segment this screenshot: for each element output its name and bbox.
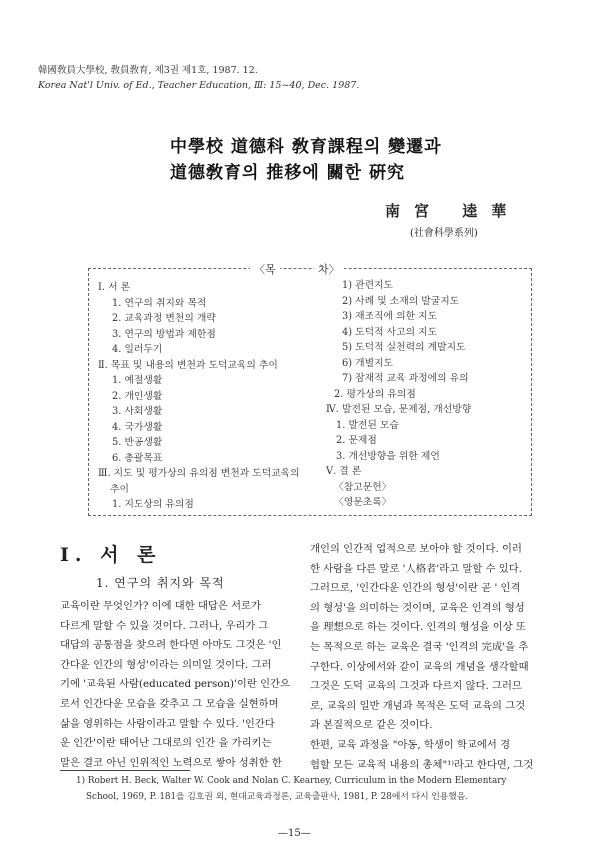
- body-line: 그러므로, '인간다운 인간의 형성'이란 곧 ' 인격: [310, 582, 521, 595]
- toc-item: 3. 연구의 방법과 제한점: [112, 328, 216, 340]
- body-line: 기에 '교육된 사람(educated person)'이란 인간으: [60, 678, 290, 691]
- body-line: 다르게 말할 수 있을 것이다. 그러나, 우리가 그: [60, 619, 269, 632]
- toc-item: 7) 잠재적 교육 과정에의 유의: [342, 373, 469, 384]
- body-left-column: [60, 597, 290, 773]
- body-line: 의 형성'을 의미하는 것이며, 교육은 인격의 형성: [310, 601, 525, 614]
- body-right-column: [310, 540, 533, 775]
- author-affiliation: (社會科學系列): [410, 228, 478, 239]
- body-line: 한편, 교육 과정을 "아동, 학생이 학교에서 경: [310, 738, 511, 751]
- author-name: 南宮 逵華: [385, 202, 521, 220]
- toc-item: 4. 일러두기: [112, 344, 163, 355]
- paper-title-line2: 道德敎育의 推移에 關한 硏究: [170, 163, 406, 183]
- toc-item: 1. 지도상의 유의점: [112, 499, 194, 510]
- body-line: 과 본질적으로 같은 것이다.: [310, 719, 433, 732]
- body-line: 는 목적으로 하는 교육은 결국 '인격의 完成'을 추: [310, 640, 529, 653]
- body-line: 개인의 인간적 업적으로 보아야 할 것이다. 이러: [310, 543, 522, 555]
- toc-item: 3) 재조직에 의한 지도: [342, 311, 438, 322]
- journal-header-ko: 韓國敎員大學校, 敎員敎育, 제3권 제1호, 1987. 12.: [38, 65, 258, 76]
- toc-item: 2. 평가상의 유의점: [334, 388, 416, 400]
- body-line: 험할 모든 교육적 내용의 총체"¹⁾라고 한다면, 그것: [310, 758, 534, 771]
- toc-item: Ⅱ. 목표 및 내용의 변천과 도덕교육의 추이: [98, 359, 278, 371]
- body-line: 로서 인간다운 모습을 갖추고 그 모습을 실현하며: [60, 697, 279, 710]
- toc-item: 5. 반공생활: [112, 437, 163, 448]
- footnote-line2: School, 1969, P. 181을 김호권 외, 현대교육과정론, 교육출판사, 1981, P. 28에서 다시 인용했음.: [86, 792, 469, 802]
- toc-item: 1. 발전된 모습: [336, 419, 399, 431]
- toc-item: 4. 국가생활: [112, 421, 163, 433]
- toc-item: Ⅲ. 지도 및 평가상의 유의점 변천과 도덕교육의: [98, 468, 300, 479]
- toc-right-column: [326, 278, 471, 511]
- toc-item: 2. 문제점: [336, 435, 377, 446]
- toc-left-column: [98, 280, 300, 513]
- toc-label-left: 〈목: [250, 261, 280, 277]
- body-line: 대답의 공통점을 찾으려 한다면 아마도 그것은 '인: [60, 639, 282, 652]
- toc-item: 2. 개인생활: [112, 390, 163, 402]
- toc-item: 1. 연구의 취지와 목적: [112, 297, 207, 309]
- body-line: 로, 교육의 일반 개념과 목적은 도덕 교육의 그것: [310, 699, 526, 712]
- toc-item: Ⅴ. 결 론: [326, 466, 362, 477]
- paper-title-line1: 中學校 道德科 敎育課程의 變遷과: [170, 137, 442, 157]
- body-line: 운 인간'이란 태어난 그대로의 인간 을 가리키는: [60, 737, 272, 750]
- section-heading: Ⅰ. 서 론: [60, 544, 162, 566]
- toc-label-right: 차〉: [314, 261, 344, 277]
- body-line: 을 理想으로 하는 것이다. 인격의 형성을 이상 또: [310, 621, 526, 634]
- toc-item: 2. 교육과정 변천의 개략: [112, 313, 216, 324]
- footnote-rule: [60, 770, 190, 771]
- body-line: 구한다. 이상에서와 같이 교육의 개념을 생각할때: [310, 660, 529, 673]
- footnote-line1: 1) Robert H. Beck, Walter W. Cook and Nolan C. Kearney, Curriculum in the Modern Elementary: [76, 776, 507, 786]
- toc-item: 〈참고문헌〉: [334, 481, 392, 493]
- toc-item: 3. 개선방향을 위한 제언: [336, 450, 440, 462]
- toc-item: Ⅰ. 서 론: [98, 282, 131, 293]
- toc-item: 3. 사회생활: [112, 406, 163, 417]
- page-number: —15—: [278, 828, 311, 839]
- toc-item: 6) 개별지도: [342, 357, 394, 369]
- body-line: 그것은 도덕 교육의 그것과 다르지 않다. 그러므: [310, 680, 522, 693]
- toc-item: 5) 도덕적 실천력의 계발지도: [342, 342, 466, 353]
- subsection-heading: 1. 연구의 취지와 목적: [96, 576, 225, 590]
- toc-item: 4) 도덕적 사고의 지도: [342, 326, 438, 338]
- toc-item: 〈영문초록〉: [334, 497, 392, 508]
- body-line: 삶을 영위하는 사람이라고 말할 수 있다. '인간다: [60, 717, 275, 730]
- body-line: 한 사람을 다른 말로 '人格者'라고 말할 수 있다.: [310, 562, 522, 575]
- toc-item: 6. 총괄목표: [112, 452, 163, 464]
- toc-item: Ⅳ. 발전된 모습, 문제점, 개선방향: [326, 404, 472, 415]
- journal-header-en: Korea Nat'l Univ. of Ed., Teacher Education, Ⅲ: 15~40, Dec. 1987.: [38, 80, 360, 91]
- body-line: 간다운 인간의 형성'이라는 의미일 것이다. 그러: [60, 658, 272, 671]
- toc-item: 2) 사례 및 소재의 발굴지도: [342, 295, 460, 307]
- toc-item: 추이: [110, 483, 129, 495]
- body-line: 말은 결코 아닌 인위적인 노력으로 쌓아 성취한 한: [60, 756, 282, 769]
- toc-item: 1. 예절생활: [112, 375, 163, 386]
- toc-item: 1) 관련지도: [342, 280, 394, 291]
- body-line: 교육이란 무엇인가? 이에 대한 대답은 서로가: [60, 600, 261, 612]
